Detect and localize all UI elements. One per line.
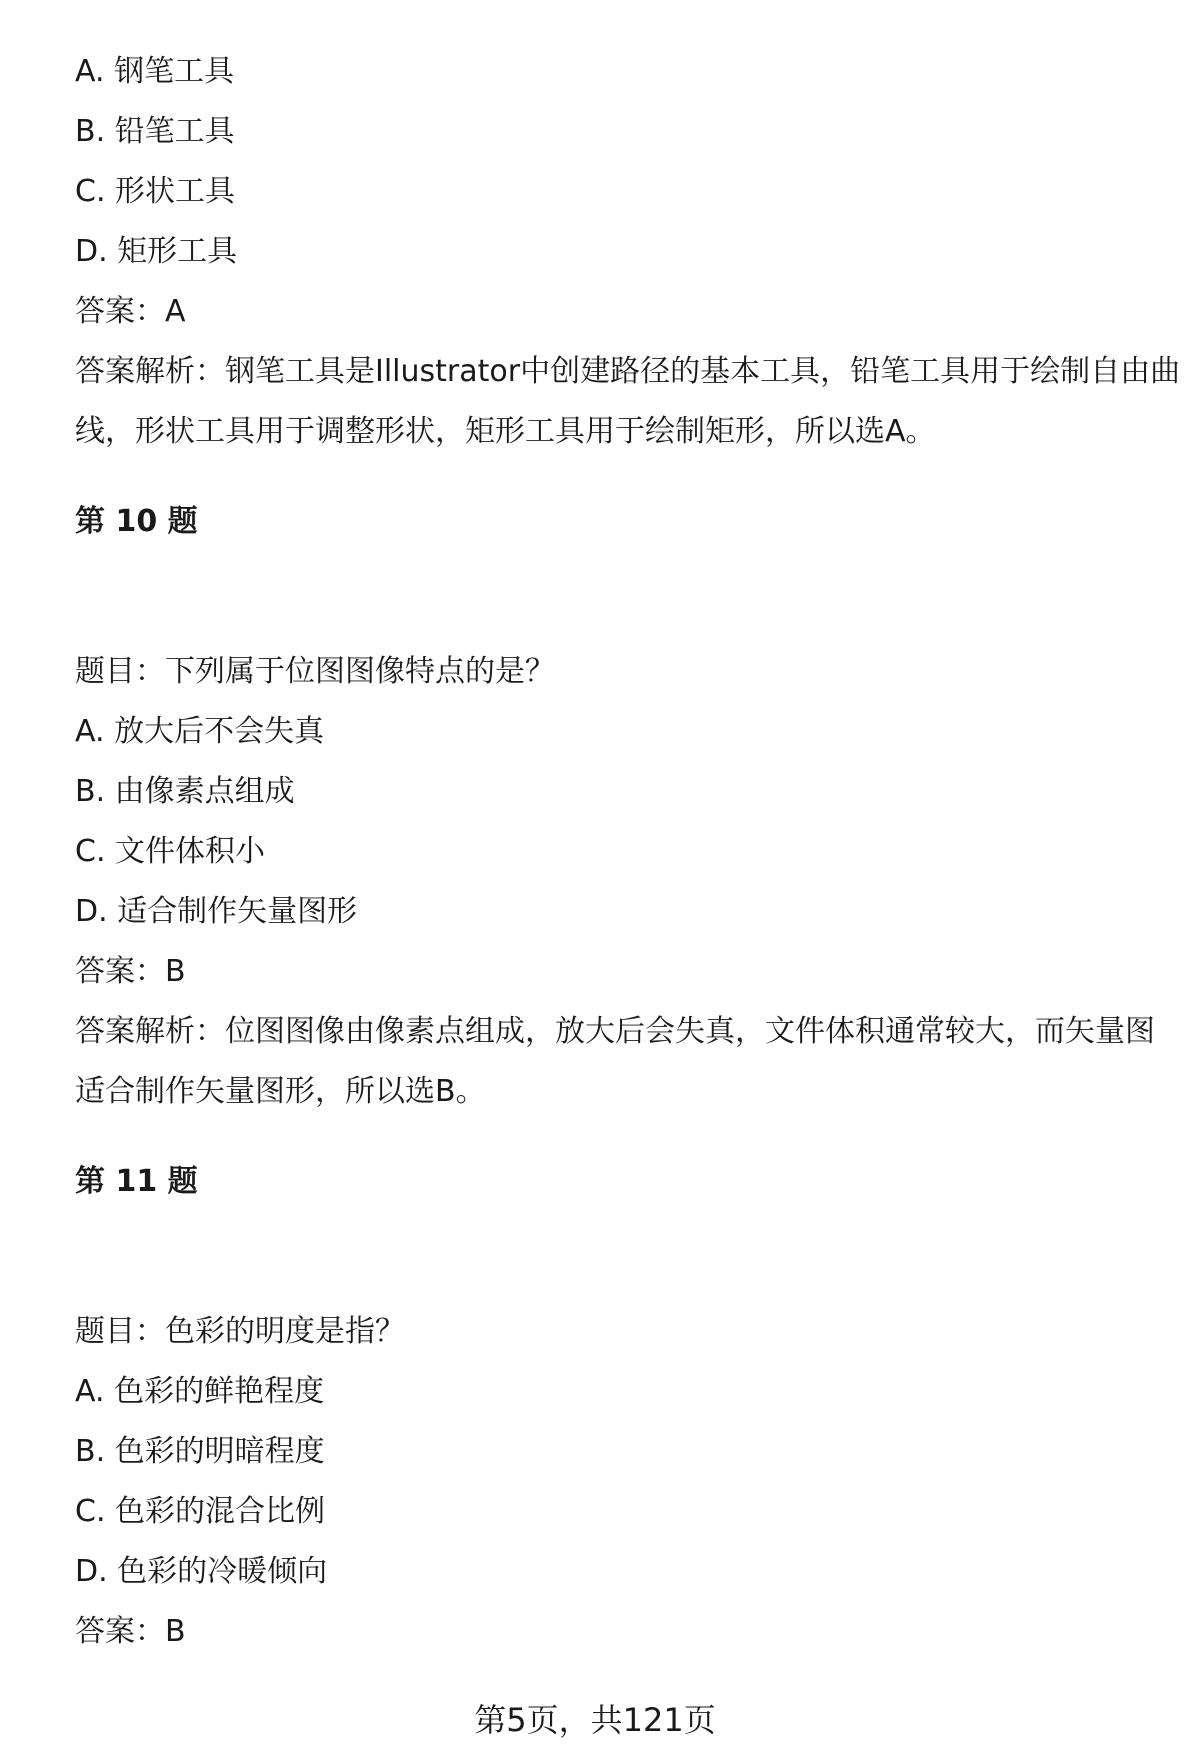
q11-option-c: C. 色彩的混合比例 xyxy=(75,1494,326,1529)
q10-option-d: D. 适合制作矢量图形 xyxy=(75,894,358,929)
q11-question: 题目：色彩的明度是指？ xyxy=(75,1314,405,1349)
q10-option-a: A. 放大后不会失真 xyxy=(75,714,325,749)
q9-analysis-line-1: 答案解析：钢笔工具是Illustrator中创建路径的基本工具，铅笔工具用于绘制自由曲 xyxy=(75,354,1181,389)
q9-option-a: A. 钢笔工具 xyxy=(75,54,235,89)
q11-answer: 答案：B xyxy=(75,1614,186,1649)
q10-heading: 第 10 题 xyxy=(75,504,198,539)
q9-option-d: D. 矩形工具 xyxy=(75,234,238,269)
q11-option-b: B. 色彩的明暗程度 xyxy=(75,1434,325,1469)
q10-option-c: C. 文件体积小 xyxy=(75,834,266,869)
q10-analysis-line-2: 适合制作矢量图形，所以选B。 xyxy=(75,1074,486,1109)
q10-answer: 答案：B xyxy=(75,954,186,989)
q9-option-c: C. 形状工具 xyxy=(75,174,236,209)
q11-heading: 第 11 题 xyxy=(75,1164,198,1199)
page-number-footer: 第5页，共121页 xyxy=(474,1701,716,1739)
q9-analysis-line-2: 线，形状工具用于调整形状，矩形工具用于绘制矩形，所以选A。 xyxy=(75,414,936,449)
q9-option-b: B. 铅笔工具 xyxy=(75,114,235,149)
q10-analysis-line-1: 答案解析：位图图像由像素点组成，放大后会失真，文件体积通常较大，而矢量图 xyxy=(75,1014,1155,1049)
q10-option-b: B. 由像素点组成 xyxy=(75,774,295,809)
q11-option-a: A. 色彩的鲜艳程度 xyxy=(75,1374,325,1409)
q9-answer: 答案：A xyxy=(75,294,186,329)
q11-option-d: D. 色彩的冷暖倾向 xyxy=(75,1554,328,1589)
q10-question: 题目：下列属于位图图像特点的是？ xyxy=(75,654,555,689)
